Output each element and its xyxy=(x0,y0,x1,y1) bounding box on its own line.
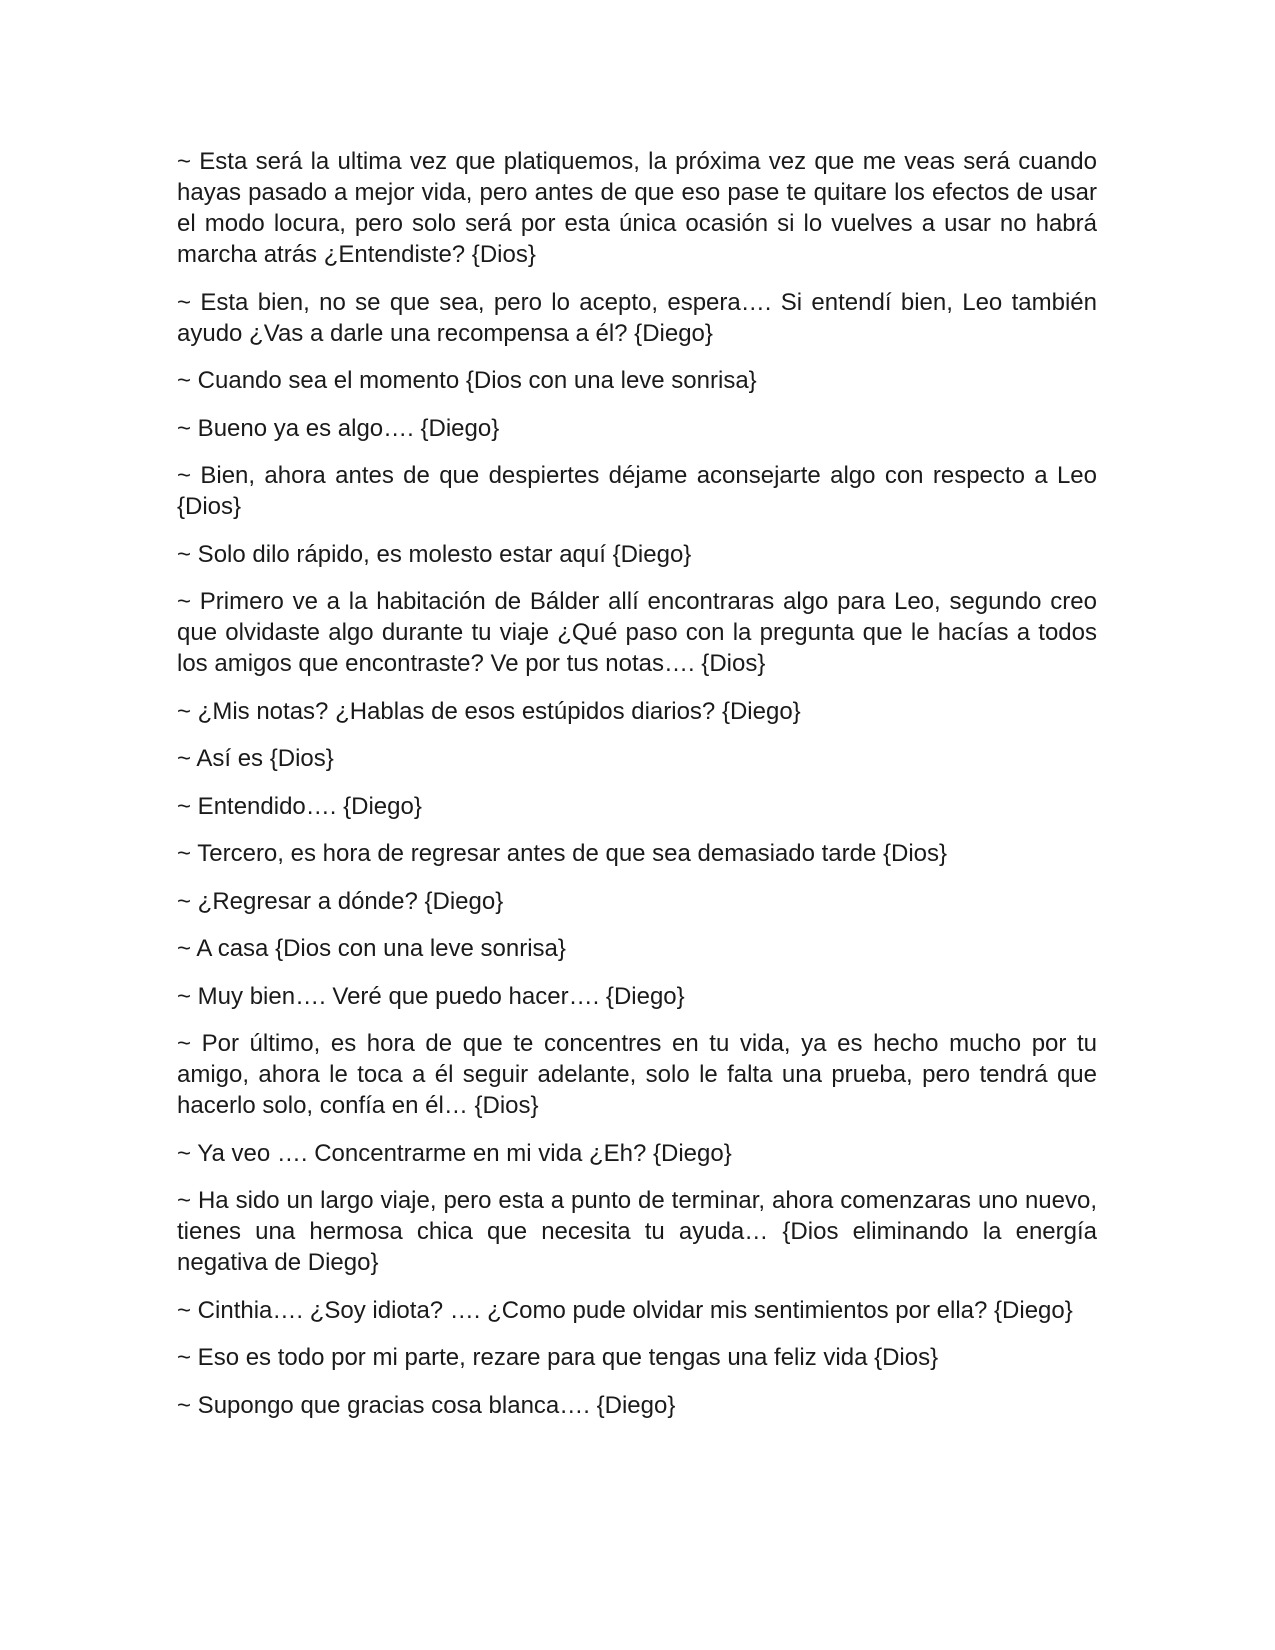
dialogue-paragraph: ~ ¿Mis notas? ¿Hablas de esos estúpidos diarios? {Diego} xyxy=(177,697,801,725)
dialogue-paragraph: ~ Así es {Dios} xyxy=(177,745,334,772)
dialogue-paragraph: ~ Cinthia…. ¿Soy idiota? …. ¿Como pude olvidar mis sentimientos por ella? {Diego} xyxy=(177,1296,1073,1324)
dialogue-paragraph: ~ ¿Regresar a dónde? {Diego} xyxy=(177,887,504,915)
dialogue-paragraph: ~ Muy bien…. Veré que puedo hacer…. {Diego} xyxy=(177,982,685,1010)
dialogue-paragraph: ~ Solo dilo rápido, es molesto estar aquí {Diego} xyxy=(177,540,692,568)
dialogue-paragraph: ~ Ha sido un largo viaje, pero esta a punto de terminar, ahora comenzaras uno nuevo, tienes una hermosa chica que necesita tu ayuda… {Dios eliminando la energía negativa de Diego} xyxy=(177,1187,1097,1276)
dialogue-paragraph: ~ Tercero, es hora de regresar antes de que sea demasiado tarde {Dios} xyxy=(177,840,948,867)
dialogue-paragraph: ~ A casa {Dios con una leve sonrisa} xyxy=(177,935,566,962)
dialogue-paragraph: ~ Cuando sea el momento {Dios con una leve sonrisa} xyxy=(177,367,757,394)
dialogue-text-block xyxy=(177,146,1097,1437)
dialogue-paragraph: ~ Eso es todo por mi parte, rezare para que tengas una feliz vida {Dios} xyxy=(177,1344,939,1371)
dialogue-paragraph: ~ Esta será la ultima vez que platiquemos, la próxima vez que me veas será cuando hayas pasado a mejor vida, pero antes de que eso pase te quitare los efectos de usar el modo locura, pero solo será por esta única ocasión si lo vuelves a usar no habrá marcha atrás ¿Entendiste? {Dios} xyxy=(177,148,1097,268)
dialogue-paragraph: ~ Bueno ya es algo…. {Diego} xyxy=(177,414,500,442)
dialogue-paragraph: ~ Por último, es hora de que te concentres en tu vida, ya es hecho mucho por tu amigo, ahora le toca a él seguir adelante, solo le falta una prueba, pero tendrá que hacerlo solo, confía en él… {Dios} xyxy=(177,1030,1097,1119)
dialogue-paragraph: ~ Esta bien, no se que sea, pero lo acepto, espera…. Si entendí bien, Leo también ayudo ¿Vas a darle una recompensa a él? {Diego} xyxy=(177,288,1097,347)
dialogue-paragraph: ~ Ya veo …. Concentrarme en mi vida ¿Eh? {Diego} xyxy=(177,1139,732,1167)
dialogue-paragraph: ~ Supongo que gracias cosa blanca…. {Diego} xyxy=(177,1391,676,1419)
dialogue-paragraph: ~ Primero ve a la habitación de Bálder allí encontraras algo para Leo, segundo creo que olvidaste algo durante tu viaje ¿Qué paso con la pregunta que le hacías a todos los amigos que encontraste? Ve por tus notas…. {Dios} xyxy=(177,588,1097,677)
dialogue-paragraph: ~ Bien, ahora antes de que despiertes déjame aconsejarte algo con respecto a Leo {Dios} xyxy=(177,462,1097,520)
dialogue-paragraph: ~ Entendido…. {Diego} xyxy=(177,792,422,820)
